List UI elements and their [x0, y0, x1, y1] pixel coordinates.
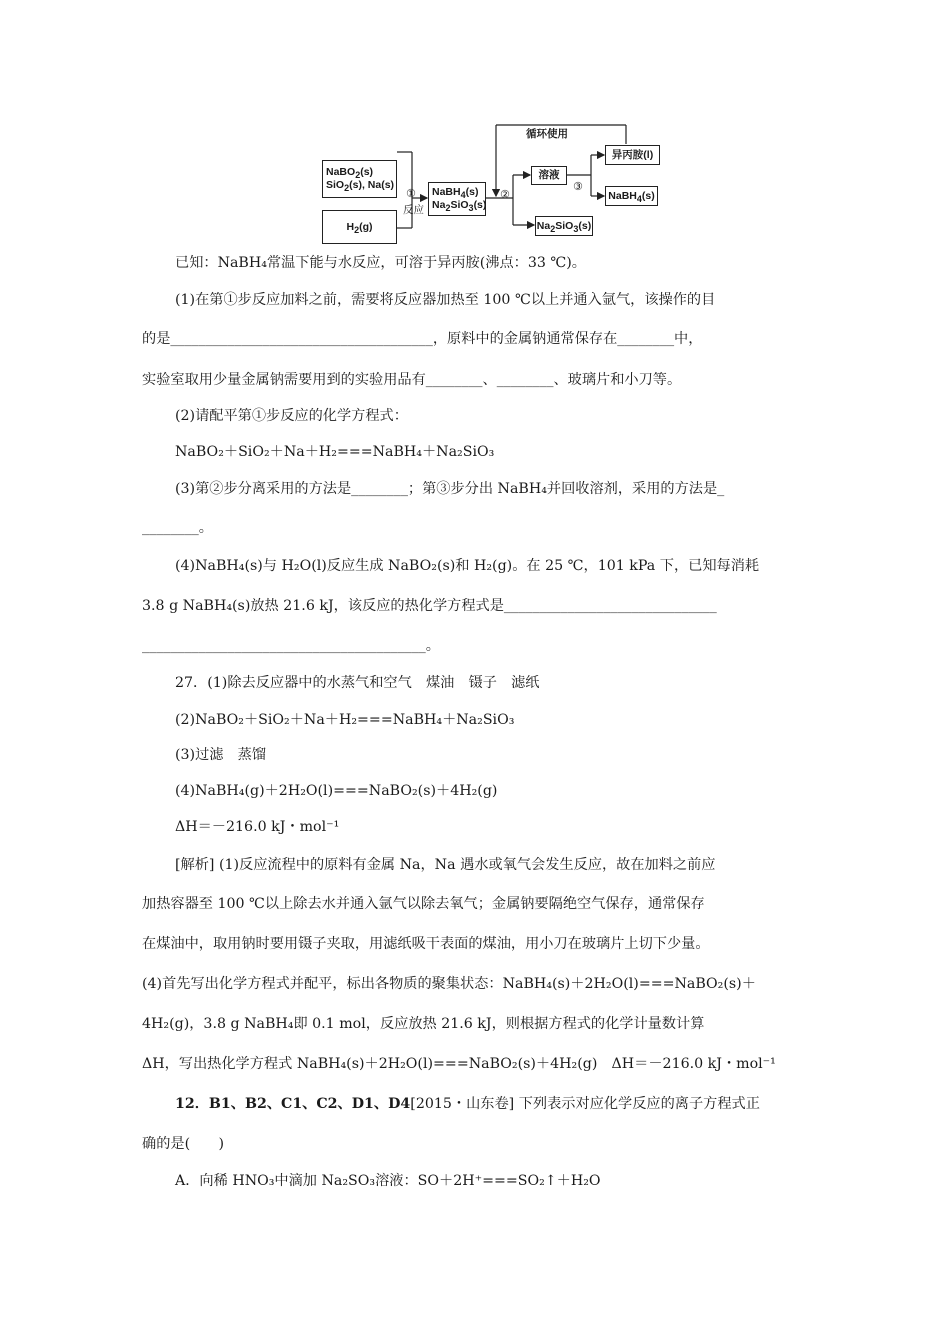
- q4-line-2: 3.8 g NaBH₄(s)放热 21.6 kJ，该反应的热化学方程式是______________________________: [142, 598, 717, 614]
- na2sio3-product-box: $Na_2SiO_3(s)$: [535, 216, 593, 236]
- q1-line-1: (1)在第①步反应加料之前，需要将反应器加热至 100 ℃以上并通入氩气，该操作的目: [175, 292, 716, 308]
- nabh4-product-box: NaBH$_4$(s): [605, 186, 658, 206]
- recycle-label: 循环使用: [526, 128, 568, 140]
- explanation-line-2: 加热容器至 100 ℃以上除去水并通入氩气以除去氧气；金属钠要隔绝空气保存，通常保存: [142, 896, 705, 912]
- answer-5: ΔH＝－216.0 kJ・mol⁻¹: [175, 819, 340, 835]
- isopropylamine-box: 异丙胺(l): [605, 145, 660, 165]
- raw-materials-box: NaBO$_2$(s) SiO$_2$(s), Na(s): [322, 160, 397, 198]
- q1-line-3: 实验室取用少量金属钠需要用到的实验用品有________、________、玻璃片和小刀等。: [142, 372, 682, 388]
- explanation-line-1: [解析] (1)反应流程中的原料有金属 Na，Na 遇水或氧气会发生反应，故在加料之前应: [175, 857, 716, 873]
- q4-line-3: ________________________________________。: [142, 638, 440, 654]
- answer-4: (4)NaBH₄(g)＋2H₂O(l)===NaBO₂(s)＋4H₂(g): [175, 783, 498, 799]
- q2-line-1: (2)请配平第①步反应的化学方程式：: [175, 408, 408, 424]
- q4-line-1: (4)NaBH₄(s)与 H₂O(l)反应生成 NaBO₂(s)和 H₂(g)。在 25 ℃，101 kPa 下，已知每消耗: [175, 558, 760, 574]
- step-2-label: ②: [500, 189, 510, 201]
- question-12-stem: [2015・山东卷] 下列表示对应化学反应的离子方程式正: [410, 1096, 760, 1112]
- hydrogen-box: $H_2(g)$: [322, 210, 397, 244]
- answer-2: (2)NaBO₂＋SiO₂＋Na＋H₂===NaBH₄＋Na₂SiO₃: [175, 712, 515, 728]
- intermediate-box: NaBH$_4$(s) $Na_2SiO_3(s)$: [428, 182, 486, 216]
- question-12-option-a: A．向稀 HNO₃中滴加 Na₂SO₃溶液：SO＋2H⁺===SO₂↑＋H₂O: [175, 1173, 601, 1189]
- question-12-line-1: [175, 1094, 820, 1114]
- reaction-label: 反应: [403, 204, 424, 216]
- explanation-line-6: ΔH，写出热化学方程式 NaBH₄(s)＋2H₂O(l)===NaBO₂(s)＋4H₂(g) ΔH＝－216.0 kJ・mol⁻¹: [142, 1056, 776, 1072]
- answer-1: 27．(1)除去反应器中的水蒸气和空气 煤油 镊子 滤纸: [175, 675, 540, 691]
- explanation-line-5: 4H₂(g)，3.8 g NaBH₄即 0.1 mol，反应放热 21.6 kJ，则根据方程式的化学计量数计算: [142, 1016, 705, 1032]
- question-12-line-2: 确的是( ): [142, 1136, 225, 1152]
- q1-line-2: 的是_____________________________________，原料中的金属钠通常保存在________中，: [142, 331, 703, 347]
- known-condition: 已知：NaBH₄常温下能与水反应，可溶于异丙胺(沸点：33 ℃)。: [175, 255, 586, 271]
- question-12-codes: 12．B1、B2、C1、C2、D1、D4: [175, 1096, 411, 1112]
- q2-equation: NaBO₂＋SiO₂＋Na＋H₂===NaBH₄＋Na₂SiO₃: [175, 444, 495, 460]
- step-3-label: ③: [573, 181, 583, 193]
- process-flow-diagram: [300, 118, 680, 253]
- q3-line-1: (3)第②步分离采用的方法是________；第③步分出 NaBH₄并回收溶剂，采用的方法是_: [175, 481, 725, 497]
- q3-line-2: ________。: [142, 520, 213, 536]
- solution-box: 溶液: [531, 166, 567, 185]
- step-1-label: ①: [406, 188, 416, 200]
- explanation-line-4: (4)首先写出化学方程式并配平，标出各物质的聚集状态：NaBH₄(s)＋2H₂O(l)===NaBO₂(s)＋: [142, 976, 756, 992]
- explanation-line-3: 在煤油中，取用钠时要用镊子夹取，用滤纸吸干表面的煤油，用小刀在玻璃片上切下少量。: [142, 936, 710, 952]
- answer-3: (3)过滤 蒸馏: [175, 747, 267, 763]
